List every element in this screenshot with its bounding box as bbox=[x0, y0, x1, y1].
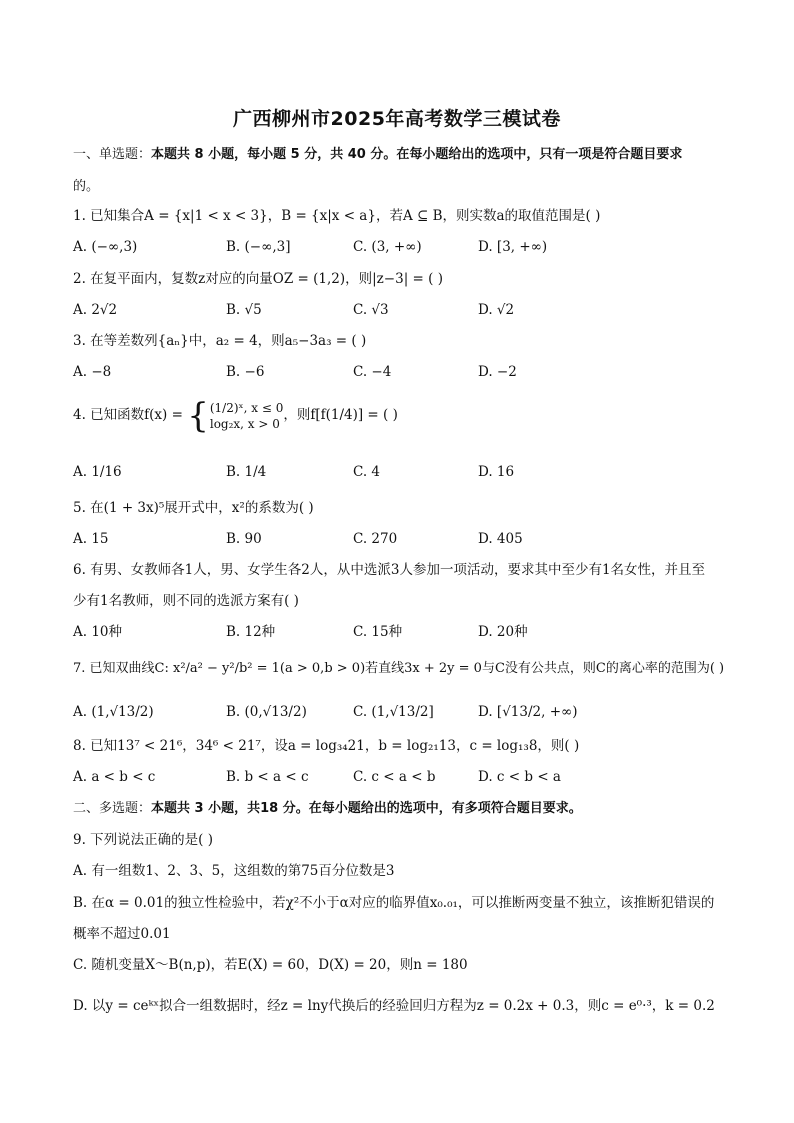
q3-options bbox=[73, 363, 733, 383]
q7-stem: 7. 已知双曲线C: x²/a² − y²/b² = 1(a > 0,b > 0)若直线3x + 2y = 0与C没有公共点，则C的离心率的范围为( ) bbox=[73, 661, 725, 676]
q8-option-c[interactable]: C. c < a < b bbox=[353, 769, 436, 785]
q9-option-a[interactable]: A. 有一组数1、2、3、5，这组数的第75百分位数是3 bbox=[73, 863, 395, 879]
q6-stem: 6. 有男、女教师各1人，男、女学生各2人，从中选派3人参加一项活动，要求其中至少有1名女性，并且至 bbox=[73, 562, 706, 578]
q1-options bbox=[73, 238, 733, 258]
q2-stem: 2. 在复平面内，复数z对应的向量OZ = (1,2)，则|z−3| = ( ) bbox=[73, 271, 443, 287]
q5-options bbox=[73, 530, 733, 550]
q2-option-b[interactable]: B. √5 bbox=[226, 302, 262, 318]
q4-cases bbox=[210, 400, 283, 432]
q7-option-d[interactable]: D. [√13/2, +∞) bbox=[478, 704, 578, 720]
q5-option-d[interactable]: D. 405 bbox=[478, 531, 523, 547]
q1-option-c[interactable]: C. (3, +∞) bbox=[353, 239, 422, 255]
q6-option-b[interactable]: B. 12种 bbox=[226, 624, 276, 640]
q9-stem: 9. 下列说法正确的是( ) bbox=[73, 832, 213, 848]
q7-option-a[interactable]: A. (1,√13/2) bbox=[73, 704, 154, 720]
q6-option-d[interactable]: D. 20种 bbox=[478, 624, 528, 640]
q4-option-b[interactable]: B. 1/4 bbox=[226, 464, 267, 480]
q4-option-d[interactable]: D. 16 bbox=[478, 464, 515, 480]
q3-stem: 3. 在等差数列{aₙ}中，a₂ = 4，则a₅−3a₃ = ( ) bbox=[73, 333, 367, 349]
q3-option-a[interactable]: A. −8 bbox=[73, 364, 112, 380]
section-1-head: 一、单选题： bbox=[73, 147, 152, 162]
q1-stem: 1. 已知集合A = {x|1 < x < 3}，B = {x|x < a}，若A ⊆ B，则实数a的取值范围是( ) bbox=[73, 208, 601, 224]
q3-option-d[interactable]: D. −2 bbox=[478, 364, 517, 380]
q4-case-1: (1/2)ˣ, x ≤ 0 bbox=[209, 400, 284, 415]
q8-options bbox=[73, 768, 733, 788]
q2-options bbox=[73, 301, 733, 321]
q1-option-d[interactable]: D. [3, +∞) bbox=[478, 239, 548, 255]
q9-option-b-cont: 概率不超过0.01 bbox=[73, 926, 171, 942]
piecewise-brace: { bbox=[187, 395, 209, 436]
q6-options bbox=[73, 623, 733, 643]
q3-option-b[interactable]: B. −6 bbox=[226, 364, 265, 380]
q2-option-a[interactable]: A. 2√2 bbox=[73, 302, 118, 318]
q5-option-b[interactable]: B. 90 bbox=[226, 531, 262, 547]
section-2-header bbox=[73, 800, 582, 818]
q8-option-d[interactable]: D. c < b < a bbox=[478, 769, 561, 785]
q4-case-2: log₂x, x > 0 bbox=[209, 416, 280, 431]
q9-option-c[interactable]: C. 随机变量X～B(n,p)，若E(X) = 60，D(X) = 20，则n = 180 bbox=[73, 957, 468, 973]
q7-option-b[interactable]: B. (0,√13/2) bbox=[226, 704, 307, 720]
q7-options bbox=[73, 703, 733, 723]
q8-stem: 8. 已知13⁷ < 21⁶，34⁶ < 21⁷，设a = log₃₄21，b = log₂₁13，c = log₁₃8，则( ) bbox=[73, 738, 580, 754]
section-1-header-cont: 的。 bbox=[73, 179, 100, 194]
q5-option-c[interactable]: C. 270 bbox=[353, 531, 398, 547]
q6-option-a[interactable]: A. 10种 bbox=[73, 624, 123, 640]
q5-stem: 5. 在(1 + 3x)⁵展开式中，x²的系数为( ) bbox=[73, 500, 314, 516]
section-1-header bbox=[73, 146, 682, 164]
q4-prefix: 4. 已知函数f(x) = bbox=[73, 407, 188, 423]
q1-option-b[interactable]: B. (−∞,3] bbox=[226, 239, 291, 255]
section-1-body: 本题共 8 小题，每小题 5 分，共 40 分。在每小题给出的选项中，只有一项是符合题目要求 bbox=[151, 147, 683, 162]
q4-suffix: ，则f[f(1/4)] = ( ) bbox=[283, 407, 398, 423]
q8-option-b[interactable]: B. b < a < c bbox=[226, 769, 309, 785]
q6-stem-cont: 少有1名教师，则不同的选派方案有( ) bbox=[73, 593, 299, 609]
q4-option-c[interactable]: C. 4 bbox=[353, 464, 381, 480]
q5-option-a[interactable]: A. 15 bbox=[73, 531, 109, 547]
q4-options bbox=[73, 463, 733, 483]
q6-option-c[interactable]: C. 15种 bbox=[353, 624, 403, 640]
q1-option-a[interactable]: A. (−∞,3) bbox=[73, 239, 138, 255]
section-2-body: 本题共 3 小题，共18 分。在每小题给出的选项中，有多项符合题目要求。 bbox=[151, 801, 582, 816]
q2-option-c[interactable]: C. √3 bbox=[353, 302, 389, 318]
q2-option-d[interactable]: D. √2 bbox=[478, 302, 515, 318]
q9-option-b[interactable]: B. 在α = 0.01的独立性检验中，若χ²不小于α对应的临界值x₀.₀₁，可以推断两变量不独立，该推断犯错误的 bbox=[73, 895, 715, 911]
q9-option-d[interactable]: D. 以y = ceᵏˣ拟合一组数据时，经z = lny代换后的经验回归方程为z = 0.2x + 0.3，则c = e⁰·³，k = 0.2 bbox=[73, 998, 715, 1014]
q3-option-c[interactable]: C. −4 bbox=[353, 364, 392, 380]
q7-option-c[interactable]: C. (1,√13/2] bbox=[353, 704, 434, 720]
section-2-head: 二、多选题： bbox=[73, 801, 152, 816]
q4-option-a[interactable]: A. 1/16 bbox=[73, 464, 122, 480]
page-title: 广西柳州市2025年高考数学三模试卷 bbox=[233, 108, 561, 130]
q8-option-a[interactable]: A. a < b < c bbox=[73, 769, 156, 785]
q4-stem bbox=[73, 395, 398, 436]
